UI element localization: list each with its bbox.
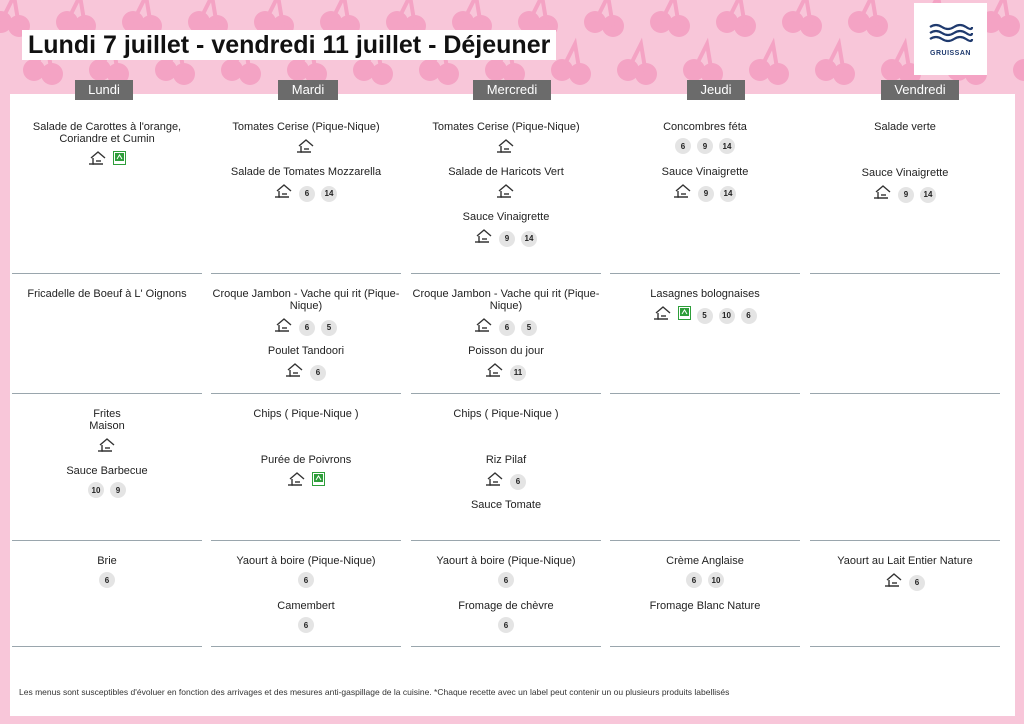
menu-cell [12, 110, 202, 274]
waves-icon [928, 22, 974, 48]
dish-icons [211, 362, 401, 383]
dish-name: Tomates Cerise (Pique-Nique) [232, 121, 380, 133]
allergen-badge: 11 [510, 365, 526, 381]
allergen-badge: 14 [719, 138, 735, 154]
dish-icons [411, 138, 601, 159]
homemade-icon [497, 183, 515, 204]
cell-divider [12, 646, 202, 647]
bio-label-icon [113, 151, 126, 170]
allergen-badge: 6 [686, 572, 702, 588]
dish-name: Chips ( Pique-Nique ) [453, 408, 559, 420]
dish-name: Sauce Vinaigrette [861, 167, 949, 179]
homemade-icon [674, 183, 692, 204]
allergen-badge: 6 [298, 617, 314, 633]
dish-icons [411, 317, 601, 338]
dish-icons [610, 138, 800, 154]
allergen-badge: 5 [321, 320, 337, 336]
dish-name: Salade verte [874, 121, 936, 133]
dish-name: Fromage de chèvre [458, 600, 554, 612]
bio-label-icon [678, 306, 691, 325]
homemade-icon [497, 138, 515, 159]
cell-divider [610, 646, 800, 647]
allergen-badge: 5 [521, 320, 537, 336]
allergen-badge: 10 [708, 572, 724, 588]
dish-icons [12, 150, 202, 171]
allergen-badge: 6 [741, 308, 757, 324]
dish-icons [411, 183, 601, 204]
allergen-badge: 6 [499, 320, 515, 336]
homemade-icon [297, 138, 315, 159]
allergen-badge: 6 [909, 575, 925, 591]
menu-cell [411, 541, 601, 647]
day-header-lundi: Lundi [75, 80, 133, 100]
dish-name: Poulet Tandoori [267, 345, 345, 357]
day-header-vendredi: Vendredi [881, 80, 959, 100]
gruissan-logo [914, 3, 987, 75]
day-header-mercredi: Mercredi [473, 80, 551, 100]
menu-cell [411, 394, 601, 541]
dish-icons [12, 482, 202, 498]
dish-name: Purée de Poivrons [260, 454, 352, 466]
dish-icons [12, 572, 202, 588]
dish-name: Tomates Cerise (Pique-Nique) [432, 121, 580, 133]
homemade-icon [874, 184, 892, 205]
homemade-icon [288, 471, 306, 492]
dish-name: Sauce Vinaigrette [661, 166, 749, 178]
dish-name: Brie [97, 555, 117, 567]
dish-name: Yaourt à boire (Pique-Nique) [436, 555, 576, 567]
allergen-badge: 6 [299, 320, 315, 336]
menu-cell [610, 394, 800, 541]
allergen-badge: 5 [697, 308, 713, 324]
footer-note: Les menus sont susceptibles d'évoluer en fonction des arrivages et des mesures anti-gaspillage de la cuisine. *Chaque recette avec un label peut contenir un ou plusieurs produits labellisés [19, 687, 730, 697]
homemade-icon [475, 228, 493, 249]
homemade-icon [275, 183, 293, 204]
dish-name: Fromage Blanc Nature [649, 600, 761, 612]
logo-text: GRUISSAN [930, 49, 971, 57]
dish-icons [211, 138, 401, 159]
dish-icons [610, 183, 800, 204]
menu-cell [411, 274, 601, 394]
day-header-jeudi: Jeudi [687, 80, 745, 100]
menu-cell [12, 541, 202, 647]
dish-name: Fricadelle de Boeuf à L' Oignons [27, 288, 187, 300]
menu-cell [610, 110, 800, 274]
bio-label-icon [312, 472, 325, 491]
homemade-icon [275, 317, 293, 338]
homemade-icon [486, 471, 504, 492]
allergen-badge: 14 [321, 186, 337, 202]
dish-name: Salade de Haricots Vert [448, 166, 564, 178]
allergen-badge: 10 [88, 482, 104, 498]
dish-icons [810, 184, 1000, 205]
dish-name: Sauce Tomate [470, 499, 542, 511]
allergen-badge: 9 [499, 231, 515, 247]
allergen-badge: 14 [521, 231, 537, 247]
homemade-icon [89, 150, 107, 171]
allergen-badge: 14 [720, 186, 736, 202]
dish-name: Sauce Vinaigrette [462, 211, 550, 223]
menu-cell [211, 394, 401, 541]
dish-name: Riz Pilaf [485, 454, 527, 466]
menu-cell [810, 394, 1000, 541]
menu-cell [610, 274, 800, 394]
dish-name: Chips ( Pique-Nique ) [253, 408, 359, 420]
allergen-badge: 6 [675, 138, 691, 154]
dish-icons [411, 471, 601, 492]
allergen-badge: 14 [920, 187, 936, 203]
allergen-badge: 10 [719, 308, 735, 324]
dish-name: Salade de Carottes à l'orange, Coriandre et Cumin [32, 121, 182, 145]
cell-divider [411, 646, 601, 647]
allergen-badge: 9 [110, 482, 126, 498]
dish-name: Yaourt au Lait Entier Nature [837, 555, 973, 567]
dish-name: Salade de Tomates Mozzarella [230, 166, 382, 178]
menu-cell [211, 274, 401, 394]
menu-cell [610, 541, 800, 647]
dish-icons [610, 305, 800, 326]
dish-icons [411, 228, 601, 249]
dish-name: Frites Maison [89, 408, 125, 432]
allergen-badge: 6 [498, 572, 514, 588]
menu-cell [211, 110, 401, 274]
homemade-icon [98, 437, 116, 458]
dish-name: Sauce Barbecue [66, 465, 148, 477]
dish-icons [211, 572, 401, 588]
dish-name: Camembert [277, 600, 335, 612]
dish-name: Concombres féta [663, 121, 747, 133]
dish-name: Yaourt à boire (Pique-Nique) [236, 555, 376, 567]
dish-name: Lasagnes bolognaises [650, 288, 760, 300]
dish-icons [211, 317, 401, 338]
menu-cell [810, 110, 1000, 274]
cell-divider [810, 646, 1000, 647]
dish-icons [211, 617, 401, 633]
menu-cell [810, 541, 1000, 647]
allergen-badge: 9 [698, 186, 714, 202]
cell-divider [211, 646, 401, 647]
dish-icons [411, 362, 601, 383]
dish-icons [411, 617, 601, 633]
homemade-icon [475, 317, 493, 338]
menu-cell [411, 110, 601, 274]
allergen-badge: 9 [898, 187, 914, 203]
allergen-badge: 6 [299, 186, 315, 202]
homemade-icon [654, 305, 672, 326]
dish-icons [610, 572, 800, 588]
menu-cell [12, 394, 202, 541]
homemade-icon [885, 572, 903, 593]
allergen-badge: 6 [498, 617, 514, 633]
dish-name: Croque Jambon - Vache qui rit (Pique-Nique) [412, 288, 600, 312]
page-title: Lundi 7 juillet - vendredi 11 juillet - Déjeuner [22, 30, 556, 60]
allergen-badge: 9 [697, 138, 713, 154]
dish-name: Croque Jambon - Vache qui rit (Pique-Nique) [212, 288, 400, 312]
menu-cell [12, 274, 202, 394]
homemade-icon [286, 362, 304, 383]
day-header-mardi: Mardi [278, 80, 338, 100]
allergen-badge: 6 [310, 365, 326, 381]
dish-icons [211, 471, 401, 492]
homemade-icon [486, 362, 504, 383]
dish-icons [12, 437, 202, 458]
allergen-badge: 6 [298, 572, 314, 588]
dish-icons [810, 572, 1000, 593]
dish-icons [211, 183, 401, 204]
menu-cell [810, 274, 1000, 394]
menu-cell [211, 541, 401, 647]
allergen-badge: 6 [510, 474, 526, 490]
allergen-badge: 6 [99, 572, 115, 588]
dish-icons [411, 572, 601, 588]
dish-name: Poisson du jour [468, 345, 544, 357]
dish-name: Crème Anglaise [666, 555, 744, 567]
